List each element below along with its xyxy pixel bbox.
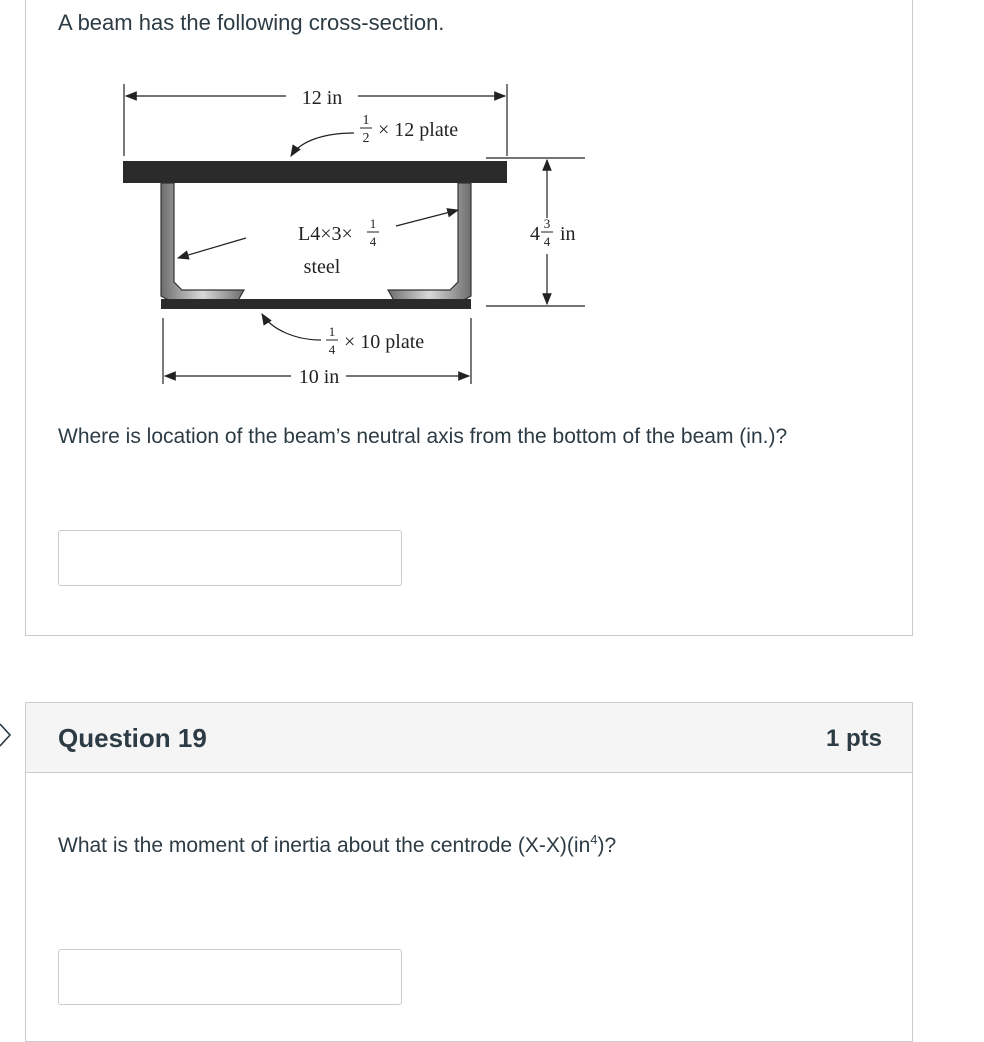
height-whole: 4 — [530, 223, 540, 245]
angle-label: L4×3× — [298, 223, 353, 245]
bottom-plate — [161, 299, 471, 309]
bottom-plate-label: × 10 plate — [344, 331, 425, 353]
chevron-right-icon[interactable] — [0, 720, 14, 750]
prompt-main: What is the moment of inertia about the centrode (X-X)(in — [58, 834, 591, 857]
top-width-label: 12 in — [301, 87, 343, 109]
neutral-axis-answer-input[interactable] — [58, 530, 402, 586]
height-frac-num: 3 — [543, 216, 551, 231]
question-intro: A beam has the following cross-section. — [58, 10, 445, 35]
question-19-card — [25, 702, 913, 1042]
moment-of-inertia-answer-input[interactable] — [58, 949, 402, 1005]
top-plate-frac-den: 2 — [362, 131, 370, 146]
top-plate-leader — [291, 133, 354, 156]
question-title: Question 19 — [58, 723, 207, 753]
question-18-card — [25, 0, 913, 636]
question-18-prompt: Where is location of the beam’s neutral axis from the bottom of the beam (in.)? — [58, 425, 788, 448]
angle-frac-den: 4 — [369, 234, 377, 249]
bottom-plate-frac-num: 1 — [328, 324, 336, 339]
bottom-width-label: 10 in — [298, 366, 340, 388]
angle-material: steel — [303, 256, 341, 278]
angle-leader-left — [178, 238, 246, 258]
beam-cross-section-figure — [96, 78, 586, 398]
bottom-plate-leader — [262, 314, 321, 340]
bottom-plate-frac-den: 4 — [328, 342, 336, 357]
top-plate — [123, 161, 507, 183]
question-19-prompt — [58, 823, 868, 862]
left-angle — [161, 183, 244, 304]
right-angle — [388, 183, 471, 304]
height-unit: in — [560, 223, 576, 245]
prompt-superscript: 4 — [590, 832, 598, 847]
top-plate-frac-num: 1 — [362, 113, 370, 128]
question-19-header — [26, 703, 912, 773]
angle-leader-right — [396, 210, 458, 226]
prompt-end: )? — [597, 834, 617, 857]
question-points: 1 pts — [825, 725, 882, 752]
height-frac-den: 4 — [543, 234, 551, 249]
angle-frac-num: 1 — [369, 216, 377, 231]
top-plate-label: × 12 plate — [378, 119, 459, 141]
